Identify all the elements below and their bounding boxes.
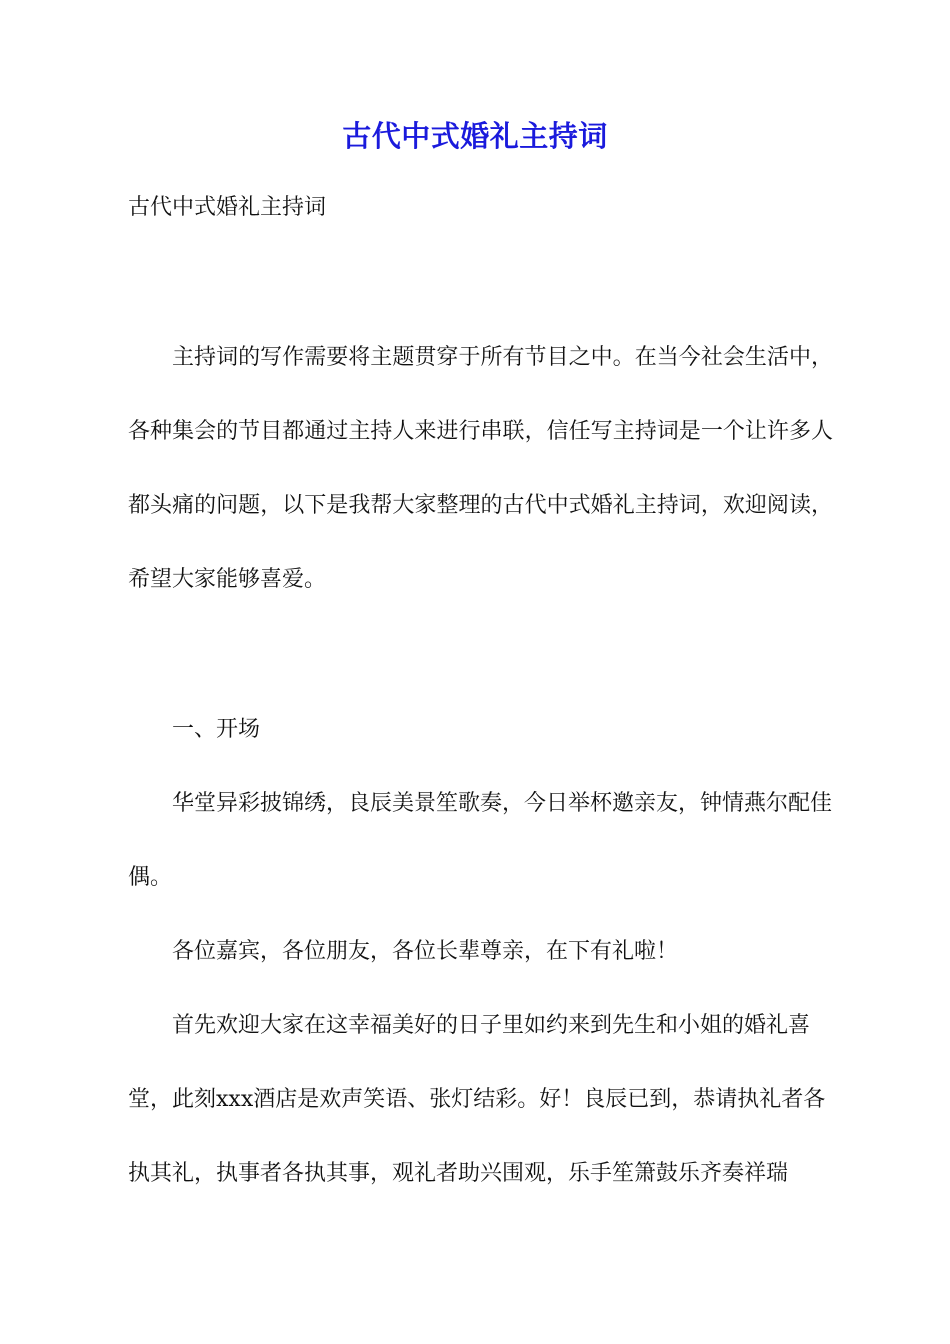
document-title: 古代中式婚礼主持词 [342,119,608,153]
paragraph-greeting: 各位嘉宾，各位朋友，各位长辈尊亲，在下有礼啦！ [172,939,679,964]
paragraph-verse: 华堂异彩披锦绣，良辰美景笙歌奏，今日举杯邀亲友，钟情燕尔配佳偶。 [128,791,833,890]
section-heading-opening: 一、开场 [172,717,261,742]
paragraph-welcome: 首先欢迎大家在这幸福美好的日子里如约来到先生和小姐的婚礼喜堂，此刻xxx酒店是欢声笑语、张灯结彩。好！良辰已到，恭请执礼者各执其礼，执事者各执其事，观礼者助兴围观，乐手笙箫鼓乐齐奏祥瑞 [128,1013,826,1186]
document-subtitle: 古代中式婚礼主持词 [128,195,327,220]
paragraph-intro: 主持词的写作需要将主题贯穿于所有节目之中。在当今社会生活中，各种集会的节目都通过主持人来进行串联，信任写主持词是一个让许多人都头痛的问题，以下是我帮大家整理的古代中式婚礼主持词，欢迎阅读，希望大家能够喜爱。 [128,345,833,592]
